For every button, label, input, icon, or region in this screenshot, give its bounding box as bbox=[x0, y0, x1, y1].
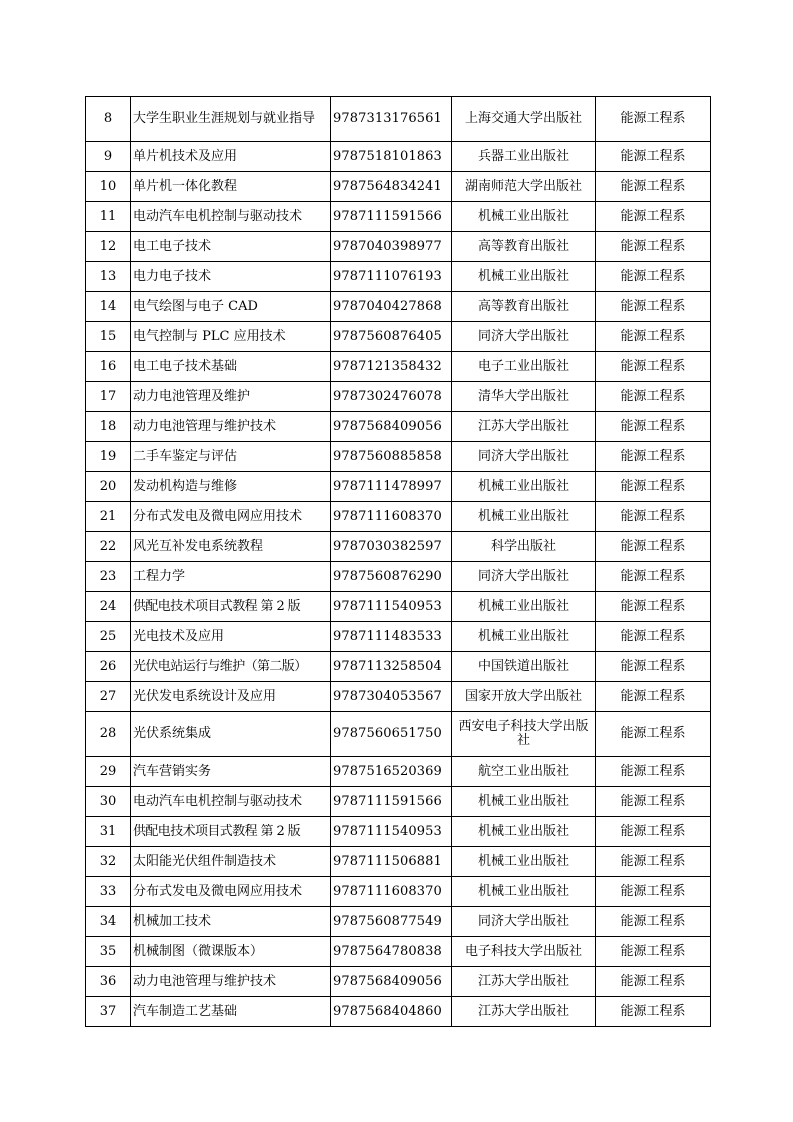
department: 能源工程系 bbox=[596, 172, 711, 202]
row-number: 33 bbox=[86, 877, 131, 907]
table-row bbox=[86, 382, 711, 412]
book-title: 动力电池管理及维护 bbox=[131, 382, 331, 412]
department: 能源工程系 bbox=[596, 997, 711, 1027]
department: 能源工程系 bbox=[596, 322, 711, 352]
row-number: 34 bbox=[86, 907, 131, 937]
isbn: 9787560885858 bbox=[331, 442, 452, 472]
book-title: 汽车制造工艺基础 bbox=[131, 997, 331, 1027]
row-number: 26 bbox=[86, 652, 131, 682]
row-number: 29 bbox=[86, 757, 131, 787]
department: 能源工程系 bbox=[596, 787, 711, 817]
isbn: 9787111540953 bbox=[331, 592, 452, 622]
book-title: 电气绘图与电子 CAD bbox=[131, 292, 331, 322]
row-number: 24 bbox=[86, 592, 131, 622]
table-row bbox=[86, 877, 711, 907]
publisher: 同济大学出版社 bbox=[452, 322, 596, 352]
table-row bbox=[86, 412, 711, 442]
department: 能源工程系 bbox=[596, 877, 711, 907]
row-number: 28 bbox=[86, 712, 131, 757]
department: 能源工程系 bbox=[596, 562, 711, 592]
isbn: 9787560876290 bbox=[331, 562, 452, 592]
department: 能源工程系 bbox=[596, 352, 711, 382]
book-title: 动力电池管理与维护技术 bbox=[131, 967, 331, 997]
isbn: 9787560876405 bbox=[331, 322, 452, 352]
isbn: 9787564834241 bbox=[331, 172, 452, 202]
isbn: 9787304053567 bbox=[331, 682, 452, 712]
table-row bbox=[86, 997, 711, 1027]
publisher: 江苏大学出版社 bbox=[452, 412, 596, 442]
department: 能源工程系 bbox=[596, 232, 711, 262]
row-number: 15 bbox=[86, 322, 131, 352]
table-row bbox=[86, 967, 711, 997]
table-row bbox=[86, 847, 711, 877]
book-title: 二手车鉴定与评估 bbox=[131, 442, 331, 472]
table-row bbox=[86, 652, 711, 682]
isbn: 9787111506881 bbox=[331, 847, 452, 877]
table-row bbox=[86, 472, 711, 502]
isbn: 9787113258504 bbox=[331, 652, 452, 682]
publisher: 机械工业出版社 bbox=[452, 262, 596, 292]
isbn: 9787564780838 bbox=[331, 937, 452, 967]
book-title: 光伏系统集成 bbox=[131, 712, 331, 757]
publisher: 国家开放大学出版社 bbox=[452, 682, 596, 712]
table-row bbox=[86, 172, 711, 202]
book-title: 发动机构造与维修 bbox=[131, 472, 331, 502]
department: 能源工程系 bbox=[596, 472, 711, 502]
isbn: 9787111478997 bbox=[331, 472, 452, 502]
isbn: 9787030382597 bbox=[331, 532, 452, 562]
isbn: 9787568409056 bbox=[331, 412, 452, 442]
department: 能源工程系 bbox=[596, 622, 711, 652]
publisher: 西安电子科技大学出版社 bbox=[452, 712, 596, 757]
book-title: 电工电子技术基础 bbox=[131, 352, 331, 382]
table-row bbox=[86, 532, 711, 562]
publisher: 同济大学出版社 bbox=[452, 442, 596, 472]
table-row bbox=[86, 292, 711, 322]
publisher: 兵器工业出版社 bbox=[452, 142, 596, 172]
table-row bbox=[86, 562, 711, 592]
department: 能源工程系 bbox=[596, 847, 711, 877]
isbn: 9787111608370 bbox=[331, 502, 452, 532]
row-number: 30 bbox=[86, 787, 131, 817]
table-row bbox=[86, 352, 711, 382]
table-row bbox=[86, 202, 711, 232]
publisher: 江苏大学出版社 bbox=[452, 967, 596, 997]
row-number: 13 bbox=[86, 262, 131, 292]
table-row bbox=[86, 502, 711, 532]
isbn: 9787111540953 bbox=[331, 817, 452, 847]
isbn: 9787518101863 bbox=[331, 142, 452, 172]
row-number: 31 bbox=[86, 817, 131, 847]
book-title: 供配电技术项目式教程 第 2 版 bbox=[131, 817, 331, 847]
isbn: 9787111591566 bbox=[331, 202, 452, 232]
book-title: 单片机一体化教程 bbox=[131, 172, 331, 202]
book-title: 光电技术及应用 bbox=[131, 622, 331, 652]
department: 能源工程系 bbox=[596, 652, 711, 682]
row-number: 8 bbox=[86, 97, 131, 142]
row-number: 25 bbox=[86, 622, 131, 652]
publisher: 机械工业出版社 bbox=[452, 622, 596, 652]
row-number: 20 bbox=[86, 472, 131, 502]
isbn: 9787111076193 bbox=[331, 262, 452, 292]
row-number: 22 bbox=[86, 532, 131, 562]
row-number: 9 bbox=[86, 142, 131, 172]
department: 能源工程系 bbox=[596, 442, 711, 472]
table-row bbox=[86, 817, 711, 847]
publisher: 电子科技大学出版社 bbox=[452, 937, 596, 967]
book-title: 电气控制与 PLC 应用技术 bbox=[131, 322, 331, 352]
book-title: 大学生职业生涯规划与就业指导 bbox=[131, 97, 331, 142]
department: 能源工程系 bbox=[596, 712, 711, 757]
table-row bbox=[86, 592, 711, 622]
book-title: 工程力学 bbox=[131, 562, 331, 592]
textbook-table bbox=[85, 96, 711, 1027]
book-title: 分布式发电及微电网应用技术 bbox=[131, 877, 331, 907]
table-row bbox=[86, 712, 711, 757]
publisher: 机械工业出版社 bbox=[452, 202, 596, 232]
row-number: 36 bbox=[86, 967, 131, 997]
book-title: 供配电技术项目式教程 第 2 版 bbox=[131, 592, 331, 622]
isbn: 9787111483533 bbox=[331, 622, 452, 652]
publisher: 机械工业出版社 bbox=[452, 817, 596, 847]
isbn: 9787568404860 bbox=[331, 997, 452, 1027]
publisher: 高等教育出版社 bbox=[452, 292, 596, 322]
publisher: 科学出版社 bbox=[452, 532, 596, 562]
publisher: 机械工业出版社 bbox=[452, 472, 596, 502]
book-title: 机械加工技术 bbox=[131, 907, 331, 937]
row-number: 35 bbox=[86, 937, 131, 967]
book-title: 分布式发电及微电网应用技术 bbox=[131, 502, 331, 532]
publisher: 中国铁道出版社 bbox=[452, 652, 596, 682]
table-row bbox=[86, 262, 711, 292]
isbn: 9787121358432 bbox=[331, 352, 452, 382]
department: 能源工程系 bbox=[596, 262, 711, 292]
isbn: 9787040427868 bbox=[331, 292, 452, 322]
department: 能源工程系 bbox=[596, 97, 711, 142]
table-row bbox=[86, 142, 711, 172]
table-row bbox=[86, 97, 711, 142]
book-title: 电力电子技术 bbox=[131, 262, 331, 292]
book-title: 光伏发电系统设计及应用 bbox=[131, 682, 331, 712]
row-number: 23 bbox=[86, 562, 131, 592]
row-number: 37 bbox=[86, 997, 131, 1027]
table-row bbox=[86, 787, 711, 817]
book-title: 机械制图（微课版本） bbox=[131, 937, 331, 967]
isbn: 9787313176561 bbox=[331, 97, 452, 142]
isbn: 9787302476078 bbox=[331, 382, 452, 412]
publisher: 清华大学出版社 bbox=[452, 382, 596, 412]
isbn: 9787040398977 bbox=[331, 232, 452, 262]
book-title: 单片机技术及应用 bbox=[131, 142, 331, 172]
row-number: 18 bbox=[86, 412, 131, 442]
book-title: 太阳能光伏组件制造技术 bbox=[131, 847, 331, 877]
row-number: 21 bbox=[86, 502, 131, 532]
book-title: 电动汽车电机控制与驱动技术 bbox=[131, 787, 331, 817]
publisher: 高等教育出版社 bbox=[452, 232, 596, 262]
publisher: 电子工业出版社 bbox=[452, 352, 596, 382]
department: 能源工程系 bbox=[596, 967, 711, 997]
publisher: 同济大学出版社 bbox=[452, 907, 596, 937]
isbn: 9787516520369 bbox=[331, 757, 452, 787]
publisher: 机械工业出版社 bbox=[452, 877, 596, 907]
row-number: 17 bbox=[86, 382, 131, 412]
department: 能源工程系 bbox=[596, 412, 711, 442]
department: 能源工程系 bbox=[596, 907, 711, 937]
row-number: 16 bbox=[86, 352, 131, 382]
department: 能源工程系 bbox=[596, 142, 711, 172]
row-number: 12 bbox=[86, 232, 131, 262]
department: 能源工程系 bbox=[596, 202, 711, 232]
isbn: 9787560877549 bbox=[331, 907, 452, 937]
department: 能源工程系 bbox=[596, 757, 711, 787]
department: 能源工程系 bbox=[596, 682, 711, 712]
department: 能源工程系 bbox=[596, 592, 711, 622]
isbn: 9787111608370 bbox=[331, 877, 452, 907]
isbn: 9787568409056 bbox=[331, 967, 452, 997]
table-row bbox=[86, 442, 711, 472]
book-title: 汽车营销实务 bbox=[131, 757, 331, 787]
publisher: 航空工业出版社 bbox=[452, 757, 596, 787]
table-row bbox=[86, 232, 711, 262]
department: 能源工程系 bbox=[596, 502, 711, 532]
publisher: 机械工业出版社 bbox=[452, 847, 596, 877]
table-row bbox=[86, 322, 711, 352]
row-number: 10 bbox=[86, 172, 131, 202]
table-row bbox=[86, 682, 711, 712]
book-title: 电动汽车电机控制与驱动技术 bbox=[131, 202, 331, 232]
row-number: 32 bbox=[86, 847, 131, 877]
publisher: 机械工业出版社 bbox=[452, 502, 596, 532]
isbn: 9787111591566 bbox=[331, 787, 452, 817]
table-row bbox=[86, 622, 711, 652]
department: 能源工程系 bbox=[596, 382, 711, 412]
isbn: 9787560651750 bbox=[331, 712, 452, 757]
row-number: 11 bbox=[86, 202, 131, 232]
department: 能源工程系 bbox=[596, 292, 711, 322]
table-row bbox=[86, 757, 711, 787]
department: 能源工程系 bbox=[596, 817, 711, 847]
publisher: 同济大学出版社 bbox=[452, 562, 596, 592]
row-number: 14 bbox=[86, 292, 131, 322]
publisher: 湖南师范大学出版社 bbox=[452, 172, 596, 202]
department: 能源工程系 bbox=[596, 937, 711, 967]
row-number: 27 bbox=[86, 682, 131, 712]
table-row bbox=[86, 907, 711, 937]
book-title: 风光互补发电系统教程 bbox=[131, 532, 331, 562]
publisher: 机械工业出版社 bbox=[452, 592, 596, 622]
book-title: 光伏电站运行与维护（第二版） bbox=[131, 652, 331, 682]
publisher: 上海交通大学出版社 bbox=[452, 97, 596, 142]
book-title: 电工电子技术 bbox=[131, 232, 331, 262]
row-number: 19 bbox=[86, 442, 131, 472]
publisher: 江苏大学出版社 bbox=[452, 997, 596, 1027]
table-row bbox=[86, 937, 711, 967]
book-title: 动力电池管理与维护技术 bbox=[131, 412, 331, 442]
publisher: 机械工业出版社 bbox=[452, 787, 596, 817]
department: 能源工程系 bbox=[596, 532, 711, 562]
